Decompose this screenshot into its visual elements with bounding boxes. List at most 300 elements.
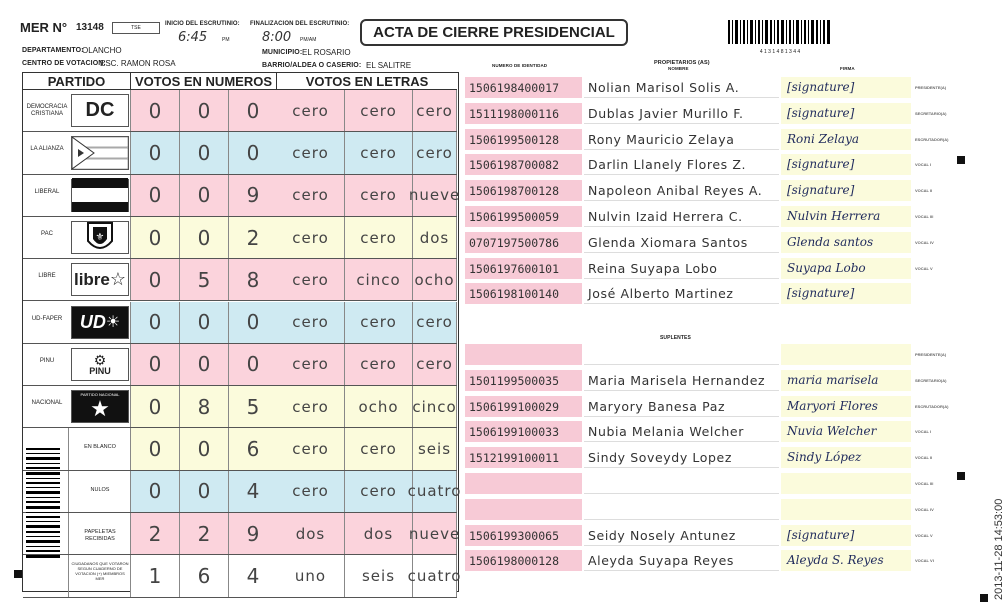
signature-field[interactable] (781, 447, 911, 468)
total-label-spacer (23, 555, 69, 596)
propietarios-header: PROPIETARIOS (AS) (654, 60, 710, 66)
firma-header: FIRMA (840, 66, 855, 71)
nombre-header: NOMBRE (668, 66, 689, 71)
vote-digit-cell[interactable] (229, 471, 278, 512)
vote-digit: 9 (246, 183, 260, 208)
inicio-label: INICIO DEL ESCRUTINIO: (165, 21, 240, 27)
party-row (23, 259, 457, 301)
barcode-number: 4 1 3 1 4 8 1 3 4 4 (759, 49, 801, 55)
vote-word-cell[interactable] (413, 259, 457, 300)
vote-word-cell[interactable] (407, 471, 462, 512)
vote-digit-cell[interactable] (180, 513, 229, 554)
signature-field[interactable] (781, 421, 911, 442)
vote-word-cell[interactable] (277, 217, 345, 258)
role-label: VOCAL II (915, 188, 933, 194)
signature-field[interactable] (781, 396, 911, 417)
role-label: VOCAL III (915, 214, 934, 219)
member-name: Maryory Banesa Paz (588, 398, 726, 414)
centro-label: CENTRO DE VOTACION: (22, 60, 106, 67)
identity-field[interactable] (465, 180, 582, 201)
party-logo-icon: libre ☆ (71, 263, 129, 296)
vote-word-cell[interactable] (277, 428, 345, 469)
vote-word-cell[interactable] (413, 344, 457, 385)
member-signature: Roni Zelaya (787, 131, 860, 146)
member-signature: Aleyda S. Reyes (787, 553, 884, 568)
vote-digit: 0 (148, 310, 162, 335)
vote-digit-cell[interactable] (131, 386, 180, 427)
vote-digit: 8 (197, 394, 211, 419)
total-row (23, 428, 457, 470)
vote-digit-cell[interactable] (131, 217, 180, 258)
signature-field[interactable] (781, 154, 911, 175)
party-name: LIBRE (38, 273, 56, 280)
vote-digit: 0 (197, 98, 211, 123)
vote-digit-cell[interactable] (229, 259, 278, 300)
vote-word: cero (416, 355, 453, 374)
role-label: VOCAL I (915, 162, 932, 168)
vote-word: cero (292, 482, 329, 501)
municipio-label: MUNICIPIO: (262, 49, 303, 56)
name-field[interactable] (584, 421, 779, 442)
name-field[interactable] (584, 283, 779, 304)
vote-word-cell[interactable] (277, 175, 345, 216)
member-name: Glenda Xiomara Santos (588, 234, 748, 250)
member-signature: Nuvia Welcher (787, 424, 877, 439)
member-name: Reina Suyapa Lobo (588, 260, 718, 276)
reg-mark (14, 570, 22, 578)
vote-word-cell[interactable] (413, 386, 457, 427)
member-name: Nulvin Izaid Herrera C. (588, 209, 743, 224)
role-label: VOCAL II (915, 455, 933, 461)
reg-mark (957, 156, 965, 164)
identity-number: 1501199500035 (469, 373, 560, 388)
scan-timestamp: 2013-11-28 14:53:00 (993, 498, 1005, 600)
identity-field[interactable] (465, 370, 582, 391)
identity-number: 1506198100140 (469, 287, 560, 302)
signature-field[interactable] (781, 283, 911, 304)
vote-digit: 0 (148, 437, 162, 462)
party-name-cell (23, 90, 131, 131)
fin-value: 8:00 (262, 30, 292, 45)
identity-field[interactable] (465, 421, 582, 442)
name-field[interactable] (584, 103, 779, 124)
vote-digit-cell[interactable] (131, 471, 180, 512)
inicio-value: 6:45 (178, 30, 208, 45)
party-logo-icon: UD ☀ (71, 306, 129, 339)
identity-field[interactable] (465, 344, 582, 365)
vote-digit-cell[interactable] (229, 175, 278, 216)
signature-field[interactable] (781, 103, 911, 124)
identity-number: 1506199500128 (469, 132, 560, 147)
name-field[interactable] (584, 344, 779, 365)
vote-digit-cell[interactable] (229, 90, 278, 131)
vote-word-cell[interactable] (407, 555, 462, 596)
identity-field[interactable] (465, 550, 582, 571)
party-name-cell (23, 302, 131, 343)
party-name-cell (23, 259, 131, 300)
identity-field[interactable] (465, 396, 582, 417)
mer-number: 13148 (76, 22, 104, 33)
member-signature: Maryori Flores (787, 398, 878, 413)
vote-word-cell[interactable] (345, 555, 413, 596)
identity-field[interactable] (465, 473, 582, 494)
member-name: Napoleon Anibal Reyes A. (588, 183, 763, 199)
identity-number: 1506198000128 (469, 554, 560, 569)
party-row (23, 217, 457, 259)
identity-field[interactable] (465, 447, 582, 468)
party-row (23, 302, 457, 344)
vote-word-cell[interactable] (277, 386, 345, 427)
member-name: José Alberto Martinez (588, 286, 734, 302)
partido-header: PARTIDO (23, 73, 131, 90)
signature-field[interactable] (781, 499, 911, 520)
member-name: Nolian Marisol Solis A. (588, 80, 740, 95)
member-signature: Suyapa Lobo (787, 260, 866, 275)
member-signature: Glenda santos (787, 234, 874, 249)
party-row (23, 132, 457, 174)
name-field[interactable] (584, 258, 779, 279)
vote-word: cero (292, 313, 329, 332)
member-signature: [signature] (787, 183, 855, 198)
identity-number: 1512199100011 (469, 451, 560, 466)
barrio-label: BARRIO/ALDEA O CASERIO: (262, 62, 362, 69)
vote-word-cell[interactable] (277, 90, 345, 131)
vote-word-cell[interactable] (345, 428, 413, 469)
member-signature: maria marisela (787, 372, 879, 387)
total-row (23, 471, 462, 513)
fin-ampm: PM/AM (300, 37, 317, 43)
member-name: Rony Mauricio Zelaya (588, 131, 735, 147)
identity-number: 1506197600101 (469, 261, 560, 276)
vote-digit: 0 (246, 352, 260, 377)
member-name: Seidy Nosely Antunez (588, 527, 736, 543)
role-label: VOCAL III (915, 481, 934, 486)
vote-word: cero (292, 143, 329, 162)
name-field[interactable] (584, 473, 779, 494)
vote-word-cell[interactable] (345, 259, 413, 300)
suplentes-header: SUPLENTES (660, 335, 691, 341)
member-signature: [signature] (787, 80, 855, 94)
name-field[interactable] (584, 370, 779, 391)
mer-label: MER N° (20, 20, 68, 35)
vote-word: dos (419, 228, 450, 247)
party-logo-icon: PARTIDO NACIONAL ★ (71, 390, 129, 423)
vote-table (22, 72, 462, 592)
signature-field[interactable] (781, 258, 911, 279)
member-name: Darlin Llanely Flores Z. (588, 157, 747, 173)
vote-digit-cell[interactable] (131, 132, 180, 173)
vote-word-cell[interactable] (413, 302, 457, 343)
vote-word: cinco (412, 397, 457, 416)
centro-value: ESC. RAMON ROSA (100, 59, 176, 68)
identity-number: 1506198700082 (469, 158, 560, 173)
identity-number: 1506198400017 (469, 81, 560, 95)
member-name: Aleyda Suyapa Reyes (588, 553, 734, 569)
identity-field[interactable] (465, 258, 582, 279)
vote-word-cell[interactable] (345, 90, 413, 131)
name-field[interactable] (584, 550, 779, 571)
vote-digit-cell[interactable] (180, 217, 229, 258)
identity-field[interactable] (465, 103, 582, 124)
vote-digit: 4 (246, 479, 260, 504)
vote-digit: 0 (148, 479, 162, 504)
member-signature: [signature] (787, 286, 855, 301)
name-field[interactable] (584, 154, 779, 175)
identity-field[interactable] (465, 525, 582, 546)
vote-digit-cell[interactable] (131, 302, 180, 343)
vote-word: cero (360, 186, 397, 205)
tse-logo: TSE (112, 22, 160, 34)
vote-digit-cell[interactable] (131, 90, 180, 131)
signature-field[interactable] (781, 525, 911, 546)
vote-word-cell[interactable] (413, 132, 457, 173)
vote-digit-cell[interactable] (131, 259, 180, 300)
vote-word: cero (292, 355, 329, 374)
vote-word-cell[interactable] (345, 302, 413, 343)
vote-word: cero (416, 313, 453, 332)
municipio-value: EL ROSARIO (302, 48, 351, 57)
party-name-cell (23, 344, 131, 385)
inicio-ampm: PM (222, 37, 230, 43)
nacional-logo-text: PARTIDO NACIONAL (80, 392, 120, 398)
party-name: LIBERAL (34, 188, 60, 195)
vote-word-cell[interactable] (413, 428, 457, 469)
identity-number: 1506199100033 (469, 425, 560, 440)
signature-field[interactable] (781, 129, 911, 150)
role-label: SECRETARIO(A) (915, 377, 947, 383)
vote-word: cuatro (407, 482, 462, 501)
vote-word: ocho (358, 397, 399, 416)
role-label: VOCAL IV (915, 239, 934, 245)
name-field[interactable] (584, 129, 779, 150)
vote-digit: 6 (197, 563, 211, 588)
party-name: NACIONAL (31, 400, 63, 407)
vote-digit-cell[interactable] (131, 344, 180, 385)
party-name: NULOS (90, 486, 110, 493)
name-field[interactable] (584, 525, 779, 546)
identity-number: 1506198700128 (469, 184, 560, 199)
role-label: VOCAL I (915, 429, 932, 435)
party-name: DEMOCRACIA CRISTIANA (26, 104, 68, 117)
party-name-cell (23, 386, 131, 427)
party-name: PAPELETAS RECIBIDAS (84, 529, 116, 542)
vote-word-cell[interactable] (345, 132, 413, 173)
vote-digit-cell[interactable] (180, 471, 229, 512)
vote-digit: 8 (246, 267, 260, 292)
role-label: PRESIDENTE(A) (915, 85, 947, 90)
name-field[interactable] (584, 396, 779, 417)
vote-word: cero (292, 101, 329, 120)
identity-field[interactable] (465, 77, 582, 98)
reg-mark (980, 594, 988, 602)
vote-digit: 0 (197, 183, 211, 208)
member-name: Sindy Soveydy Lopez (588, 450, 732, 466)
member-name: Maria Marisela Hernandez (588, 372, 766, 388)
svg-text:⚜: ⚜ (95, 231, 105, 243)
vote-digit: 0 (197, 140, 211, 165)
vote-word-cell[interactable] (277, 555, 345, 596)
total-row (23, 555, 462, 597)
party-name: UD-FAPER (31, 315, 63, 322)
vote-digit-cell[interactable] (131, 428, 180, 469)
vote-word-cell[interactable] (413, 217, 457, 258)
vote-word-cell[interactable] (277, 132, 345, 173)
vote-digit-cell[interactable] (180, 302, 229, 343)
role-label: VOCAL V (915, 265, 933, 271)
identity-field[interactable] (465, 154, 582, 175)
vote-digit-cell[interactable] (131, 175, 180, 216)
identity-number: 0707197500786 (469, 235, 560, 250)
signature-field[interactable] (781, 370, 911, 391)
party-name-cell (23, 555, 131, 596)
vote-word-cell[interactable] (345, 217, 413, 258)
vote-word: nueve (408, 186, 461, 205)
reg-mark (957, 472, 965, 480)
vote-digit-cell[interactable] (131, 513, 180, 554)
vote-word: uno (294, 566, 327, 585)
party-name: PAC (41, 230, 53, 237)
vote-word-cell[interactable] (277, 302, 345, 343)
vote-word: seis (417, 440, 452, 459)
vote-digit-cell[interactable] (180, 90, 229, 131)
departamento-label: DEPARTAMENTO: (22, 47, 84, 54)
vote-digit-cell[interactable] (180, 344, 229, 385)
signature-field[interactable] (781, 180, 911, 201)
vote-word: seis (361, 566, 396, 585)
vote-word-cell[interactable] (408, 175, 461, 216)
name-field[interactable] (584, 206, 779, 227)
vote-word-cell[interactable] (345, 175, 413, 216)
identity-field[interactable] (465, 129, 582, 150)
vote-digit-cell[interactable] (180, 386, 229, 427)
signature-field[interactable] (781, 206, 911, 227)
vote-word-cell[interactable] (345, 386, 413, 427)
vote-word: cero (360, 101, 397, 120)
vote-word: dos (363, 524, 394, 543)
vote-word: cero (360, 482, 397, 501)
vote-digit: 0 (148, 98, 162, 123)
vote-digit-cell[interactable] (229, 555, 278, 596)
vote-digit: 0 (148, 183, 162, 208)
vote-digit-cell[interactable] (180, 428, 229, 469)
party-logo-icon (71, 179, 129, 212)
party-name-cell (23, 217, 131, 258)
vote-digit: 5 (197, 267, 211, 292)
identity-number: 1506199300065 (469, 528, 560, 543)
vote-digit-cell[interactable] (180, 555, 229, 596)
ud-logo-text: UD (79, 311, 106, 332)
role-label: VOCAL V (915, 532, 933, 538)
vote-digit-cell[interactable] (229, 132, 278, 173)
name-field[interactable] (584, 447, 779, 468)
departamento-value: OLANCHO (82, 46, 122, 55)
role-label: SECRETARIO(A) (915, 110, 947, 116)
role-label: ESCRUTADOR(A) (915, 403, 949, 409)
party-name: LA ALIANZA (30, 146, 64, 153)
vote-word-cell[interactable] (345, 513, 413, 554)
vote-digit: 0 (148, 140, 162, 165)
vote-digit-cell[interactable] (229, 302, 278, 343)
name-field[interactable] (584, 232, 779, 253)
vote-digit: 0 (246, 98, 260, 123)
vote-digit: 4 (246, 563, 260, 588)
identity-field[interactable] (465, 499, 582, 520)
vote-digit: 0 (148, 267, 162, 292)
vote-word-cell[interactable] (345, 471, 413, 512)
document-title: ACTA DE CIERRE PRESIDENCIAL (360, 19, 628, 46)
vote-digit: 0 (197, 437, 211, 462)
member-signature: Nulvin Herrera (787, 209, 881, 223)
vote-digit: 0 (148, 225, 162, 250)
vote-digit-cell[interactable] (229, 386, 278, 427)
total-row (23, 513, 461, 555)
vote-word-cell[interactable] (277, 513, 345, 554)
vote-digit: 0 (246, 310, 260, 335)
party-row (23, 175, 461, 217)
vote-word: cero (360, 355, 397, 374)
name-field[interactable] (584, 499, 779, 520)
identity-number: 1506199100029 (469, 399, 560, 414)
vote-word: cero (360, 313, 397, 332)
name-field[interactable] (584, 77, 779, 98)
vote-word: cero (292, 397, 329, 416)
vote-word-cell[interactable] (413, 90, 457, 131)
vote-digit-cell[interactable] (229, 344, 278, 385)
pinu-logo-text: PINU (89, 365, 111, 376)
vote-digit-cell[interactable] (229, 513, 278, 554)
member-signature: [signature] (787, 527, 855, 542)
vote-digit: 0 (197, 310, 211, 335)
role-label: VOCAL IV (915, 506, 934, 512)
signature-field[interactable] (781, 473, 911, 494)
identity-field[interactable] (465, 283, 582, 304)
vote-word-cell[interactable] (277, 344, 345, 385)
vote-word-cell[interactable] (277, 259, 345, 300)
identity-number: 1506199500059 (469, 210, 560, 224)
vote-word: cero (292, 228, 329, 247)
vote-digit-cell[interactable] (131, 555, 180, 596)
party-name: CIUDADANOS QUE VOTARON SEGUN CUADERNO DE VOTACION (+) MIEMBROS MER (71, 561, 129, 582)
signature-field[interactable] (781, 550, 911, 571)
signature-field[interactable] (781, 344, 911, 365)
signature-field[interactable] (781, 77, 911, 98)
identity-field[interactable] (465, 206, 582, 227)
vote-digit: 0 (148, 352, 162, 377)
dc-logo-text: DC (85, 99, 115, 122)
vote-digit-cell[interactable] (180, 132, 229, 173)
vote-word-cell[interactable] (345, 344, 413, 385)
vote-digit-cell[interactable] (229, 217, 278, 258)
vote-digit: 9 (246, 521, 260, 546)
party-name-cell (23, 175, 131, 216)
vote-word: cuatro (407, 566, 462, 585)
signature-field[interactable] (781, 232, 911, 253)
vote-digit-cell[interactable] (229, 428, 278, 469)
side-barcode-icon (24, 448, 62, 560)
member-name: Dublas Javier Murillo F. (588, 105, 744, 121)
vote-word-cell[interactable] (408, 513, 461, 554)
identity-field[interactable] (465, 232, 582, 253)
vote-digit-cell[interactable] (180, 175, 229, 216)
vote-word-cell[interactable] (277, 471, 345, 512)
party-row (23, 90, 457, 132)
name-field[interactable] (584, 180, 779, 201)
identity-number: 1511198000116 (469, 106, 560, 121)
votos-letras-header: VOTOS EN LETRAS (277, 73, 457, 90)
vote-digit-cell[interactable] (180, 259, 229, 300)
role-label: VOCAL VI (915, 558, 934, 564)
vote-digit: 0 (197, 352, 211, 377)
